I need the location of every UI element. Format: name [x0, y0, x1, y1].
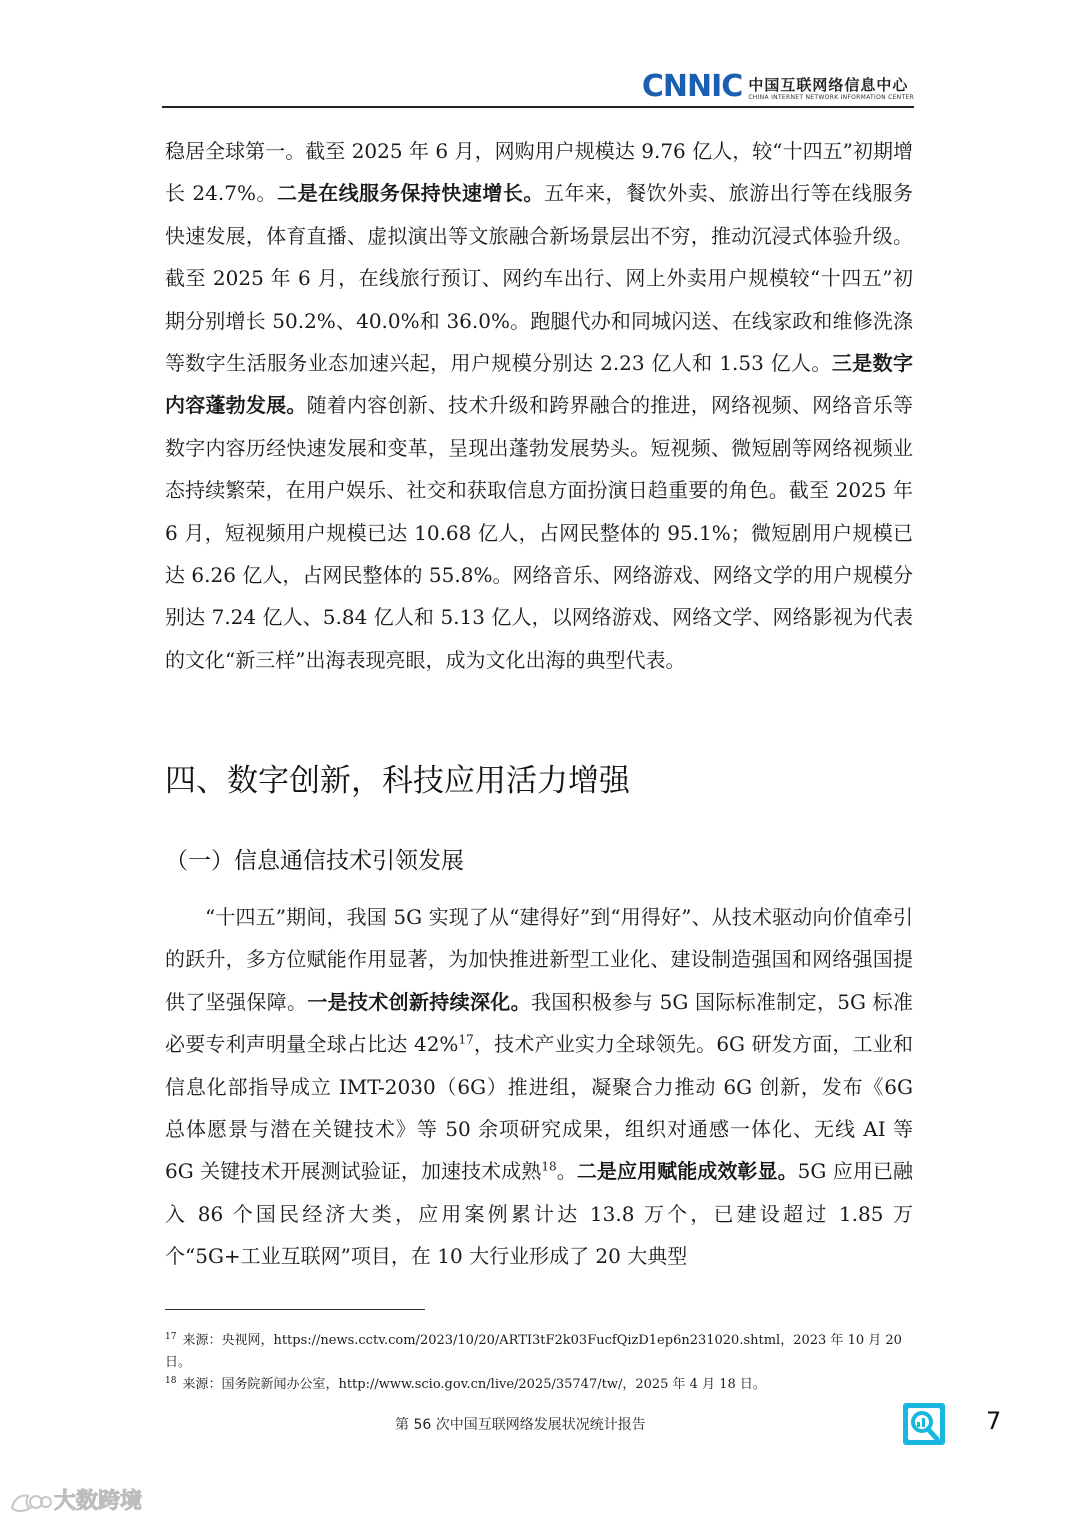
- text-run: “十四五”期间，我国 5G 实现了从“建得好”到“用得好”、从技术驱动向价值牵引的跃升，多方位赋能作用显著，为加快推进新型工业化、建设制造强国和网络强国提供了坚强保障。: [165, 905, 913, 1014]
- weibo-eye-icon: [8, 1488, 52, 1516]
- footnote-17: [165, 1330, 915, 1374]
- footnote-number: 18: [165, 1375, 177, 1386]
- body-paragraph-2: [165, 896, 913, 1278]
- watermark: [8, 1488, 142, 1516]
- body-paragraph-1: [165, 130, 913, 681]
- footnote-number: 17: [165, 1331, 177, 1342]
- page-header: [162, 70, 914, 108]
- footnote-divider: [165, 1309, 425, 1310]
- org-name-en: CHINA INTERNET NETWORK INFORMATION CENTER: [748, 94, 914, 101]
- page-number: 7: [986, 1407, 1002, 1435]
- footer-report-title: 第 56 次中国互联网络发展状况统计报告: [395, 1417, 646, 1433]
- footnote-ref: 18: [541, 1159, 557, 1174]
- text-run: 稳居全球第一。截至 2025 年 6 月，网购用户规模达 9.76 亿人，较“十四五”初期增长 24.7%。: [165, 139, 913, 206]
- logo-text: [748, 76, 914, 102]
- text-run: ，技术产业实力全球领先。6G 研发方面，工业和信息化部指导成立 IMT-2030（6G）推进组，凝聚合力推动 6G 创新，发布《6G 总体愿景与潜在关键技术》等 50 余项研究成果，组织对通感一体化、无线 AI 等 6G 关键技术开展测试验证，加速技术成熟: [165, 1032, 914, 1184]
- footnote-ref: 17: [458, 1032, 474, 1047]
- magnifier-chart-icon: [902, 1402, 946, 1446]
- cnnic-logo: [641, 69, 914, 104]
- bold-lead-phrase: 一是技术创新持续深化。: [307, 989, 531, 1014]
- bold-lead-phrase: 三是数字内容蓬勃发展。: [165, 351, 914, 418]
- watermark-text: 大数跨境: [54, 1489, 143, 1514]
- footnote-text: 来源：央视网，https://news.cctv.com/2023/10/20/ARTI3tF2k03FucfQizD1ep6n231020.shtml，2023 年 10 月 20 日。: [165, 1333, 902, 1370]
- logo-mark: CNNIC: [641, 69, 743, 104]
- org-name-cn: 中国互联网络信息中心: [748, 76, 909, 94]
- text-run: 随着内容创新、技术升级和跨界融合的推进，网络视频、网络音乐等数字内容历经快速发展和变革，呈现出蓬勃发展势头。短视频、微短剧等网络视频业态持续繁荣，在用户娱乐、社交和获取信息方面扮演日趋重要的角色。截至 2025 年 6 月，短视频用户规模已达 10.68 亿人，占网民整体的 95.1%；微短剧用户规模已达 6.26 亿人，占网民整体的 55.8%。网络音乐、网络游戏、网络文学的用户规模分别达 7.24 亿人、5.84 亿人和 5.13 亿人，以网络游戏、网络文学、网络影视为代表的文化“新三样”出海表现亮眼，成为文化出海的典型代表。: [165, 393, 914, 672]
- text-run: 五年来，餐饮外卖、旅游出行等在线服务快速发展，体育直播、虚拟演出等文旅融合新场景层出不穷，推动沉浸式体验升级。截至 2025 年 6 月，在线旅行预订、网约车出行、网上外卖用户规模较“十四五”初期分别增长 50.2%、40.0%和 36.0%。跑腿代办和同城闪送、在线家政和维修洗涤等数字生活服务业态加速兴起，用户规模分别达 2.23 亿人和 1.53 亿人。: [165, 181, 913, 376]
- text-run: 5G 应用已融入 86 个国民经济大类，应用案例累计达 13.8 万个，已建设超过 1.85 万个“5G+工业互联网”项目，在 10 大行业形成了 20 大典型: [165, 1159, 914, 1269]
- bold-lead-phrase: 二是应用赋能成效彰显。: [576, 1159, 798, 1184]
- footnote-text: 来源：国务院新闻办公室，http://www.scio.gov.cn/live/2025/35747/tw/，2025 年 4 月 18 日。: [182, 1377, 766, 1392]
- footnote-18: [165, 1374, 915, 1396]
- sub-heading: （一）信息通信技术引领发展: [165, 848, 464, 874]
- text-run: 我国积极参与 5G 国际标准制定，5G 标准必要专利声明量全球占比达 42%: [165, 989, 914, 1057]
- section-heading: 四、数字创新，科技应用活力增强: [165, 763, 630, 799]
- bold-lead-phrase: 二是在线服务保持快速增长。: [277, 181, 544, 206]
- text-run: 。: [556, 1159, 577, 1184]
